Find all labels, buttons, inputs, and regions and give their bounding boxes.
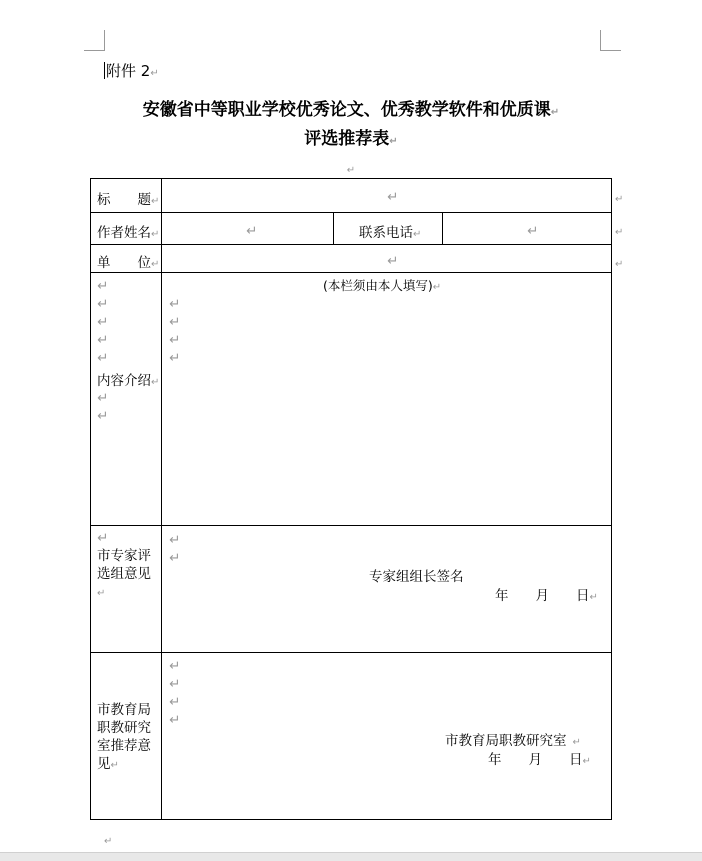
title-field-input[interactable]: ↵	[387, 189, 399, 205]
row-divider	[91, 652, 611, 653]
recommendation-form-table	[90, 178, 612, 820]
paragraph-mark-icon: ↵	[550, 107, 560, 118]
bureau-signature: 市教育局职教研究室 ↵	[445, 733, 581, 749]
crop-mark-top-left	[84, 30, 105, 51]
paragraph-mark-icon: ↵	[389, 136, 398, 147]
phone-field-input[interactable]: ↵	[527, 223, 539, 239]
expert-signature-date: 年 月 日↵	[495, 588, 598, 604]
expert-label-marks: ↵	[97, 530, 109, 546]
city-expert-opinion-label: 市专家评选组意见↵	[97, 548, 151, 599]
row-divider	[91, 244, 611, 245]
row-divider	[91, 272, 611, 273]
annex-text: 附件 2	[106, 62, 151, 80]
column-divider	[161, 179, 162, 819]
document-title-line1	[90, 95, 612, 120]
text-cursor	[104, 62, 105, 79]
unit-field-label: 单 位↵	[97, 255, 160, 271]
row-end-mark-icon: ↵	[615, 194, 624, 205]
row-divider	[91, 525, 611, 526]
phone-field-label: 联系电话↵	[359, 225, 422, 241]
title-line2-text: 评选推荐表	[304, 129, 390, 149]
expert-leader-signature: 专家组组长签名	[369, 569, 464, 585]
paragraph-mark-icon: ↵	[150, 68, 159, 79]
author-field-input[interactable]: ↵	[246, 223, 258, 239]
content-label-marks-lower: ↵ ↵	[97, 390, 109, 424]
paragraph-mark-icon: ↵	[104, 836, 113, 847]
column-divider	[442, 212, 443, 244]
title-field-label: 标 题↵	[97, 192, 160, 208]
empty-paragraph	[90, 158, 612, 178]
content-field-input[interactable]: ↵ ↵ ↵ ↵	[169, 296, 181, 366]
annex-label	[104, 60, 159, 81]
crop-mark-top-right	[600, 30, 621, 51]
title-line1-text: 安徽省中等职业学校优秀论文、优秀教学软件和优质课	[142, 100, 551, 120]
bureau-signature-date: 年 月 日↵	[488, 752, 591, 768]
row-end-mark-icon: ↵	[615, 259, 624, 270]
content-note: (本栏须由本人填写)↵	[323, 278, 442, 293]
paragraph-mark-icon: ↵	[346, 165, 356, 176]
content-field-label: 内容介绍↵	[97, 373, 160, 389]
expert-opinion-input[interactable]: ↵ ↵	[169, 532, 181, 566]
document-title-line2	[90, 124, 612, 149]
row-divider	[91, 212, 611, 213]
author-field-label: 作者姓名↵	[97, 225, 160, 241]
row-end-mark-icon: ↵	[615, 227, 624, 238]
column-divider	[333, 212, 334, 244]
unit-field-input[interactable]: ↵	[387, 253, 399, 269]
bureau-recommendation-label: 市教育局职教研究室推荐意见↵	[97, 702, 151, 772]
content-label-marks: ↵ ↵ ↵ ↵ ↵	[97, 278, 109, 366]
bureau-opinion-input[interactable]: ↵ ↵ ↵ ↵	[169, 658, 181, 728]
